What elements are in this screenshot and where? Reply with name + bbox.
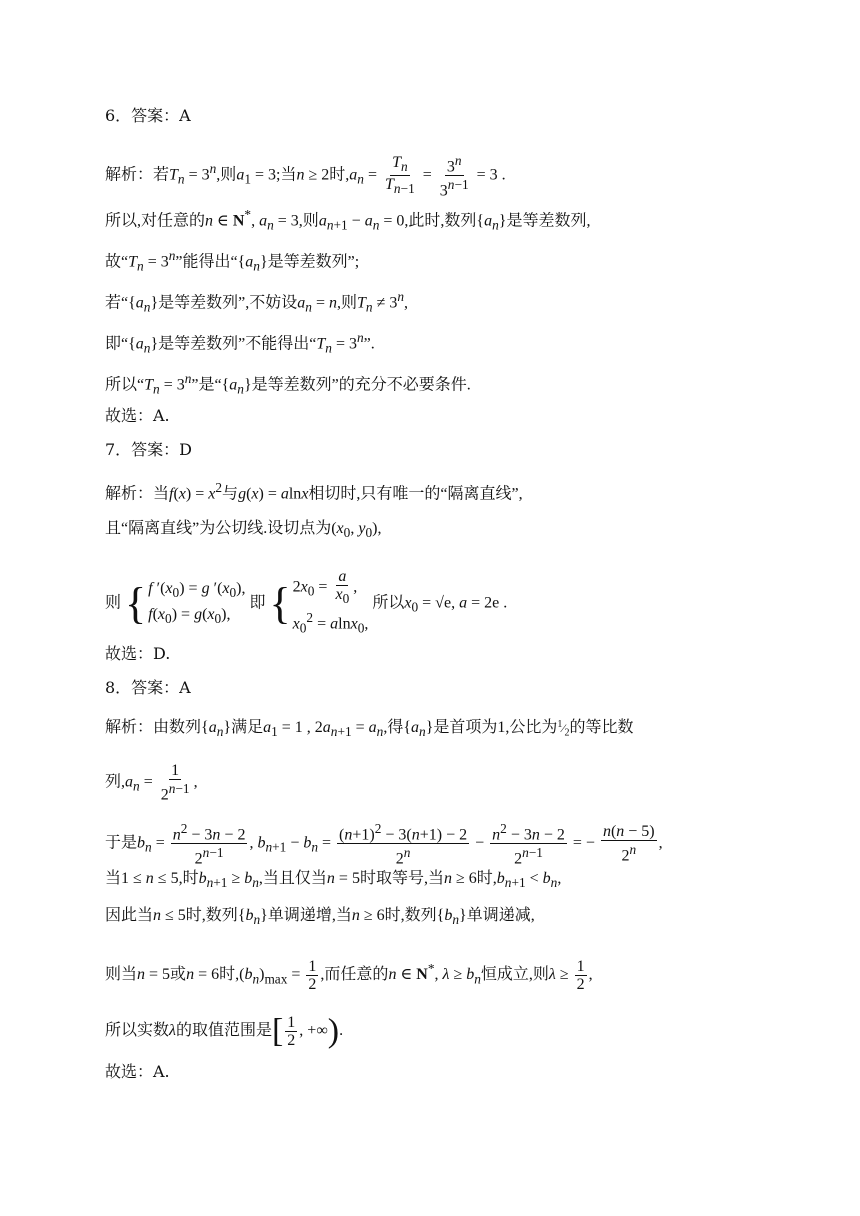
q7-heading: 7．答案：D (105, 440, 193, 459)
q6-line-2: 所以,对任意的n ∈ N*, $a_n = 3$,则$a_{n+1} - a_n = 0$,此时,数列$\{a_n\}$是等差数列, (105, 207, 591, 233)
q6-line-3: 故“$T_n = 3^n$”能得出“$\{a_n\}$是等差数列”; (105, 248, 360, 274)
q6-heading: 6．答案：A (105, 106, 191, 125)
q7-choice: 故选：D. (105, 644, 171, 663)
q7-line-2: 且“隔离直线”为公切线.设切点为($x_0$, $y_0$), (105, 520, 382, 541)
q6-line-1: 解析：若$T_n = 3^n$,则$a_1 = 3$;当n ≥ 2时$,a_n$ = $\frac{T_n}{T_{n-1}}$ = $\frac{3^n}{3^{n-1}}$ = 3 . (105, 153, 506, 200)
q6-choice: 故选：A. (105, 406, 170, 425)
q8-line-3: 于是$b_n$ = $\frac{n^2 - 3n - 2}{2^{n-1}}$ , $b_{n+1} - b_n$ = $\frac{(n+1)^2 - 3(n+1) - 2}{2^n}$ − $\frac{n^2 - 3n - 2}{2^{n-1}}$ = − $\frac{n(n - 5)}{2^n}$ , (105, 821, 663, 868)
q8-choice: 故选：A. (105, 1062, 170, 1081)
q6-line-4: 若“$\{a_n\}$是等差数列”,不妨设$a_n = n$,则$T_n \ne 3^n$, (105, 289, 409, 315)
q7-line-1: 解析：当$f(x) = x^2$与g(x) = alnx相切时,只有唯一的“隔离直线”, (105, 480, 523, 503)
q8-line-6: 则当n = 5或n = 6时$,(b_n)_{max}$ = $\frac{1}{2}$ ,而任意的n ∈ N*, $\lambda \ge b_n$恒成立,则λ ≥ $\frac{1}{2}$ , (105, 958, 593, 993)
q8-line-4: 当1 ≤ n ≤ 5,时$b_{n+1} \ge b_n$,当且仅当n = 5时取等号,当n ≥ 6时$,b_{n+1} < b_n$, (105, 870, 562, 891)
q8-line-2: 列$,a_n$ = $\frac{1}{2^{n-1}}$ , (105, 762, 198, 804)
q8-line-1: 解析：由数列$\{a_n\}$满足$a_1 = 1$ , $2a_{n+1} = a_n$,得$\{a_n\}$是首项为1,公比为$^1⁄_2$的等比数 (105, 719, 634, 740)
q6-line-6: 所以“$T_n = 3^n$”是“$\{a_n\}$是等差数列”的充分不必要条件. (105, 371, 471, 397)
q8-line-7: 所以实数λ的取值范围是[ $\frac{1}{2}$ , +∞). (105, 1012, 344, 1050)
q6-line-5: 即“$\{a_n\}$是等差数列”不能得出“$T_n = 3^n$”. (105, 330, 375, 356)
q8-heading: 8．答案：A (105, 678, 191, 697)
q7-line-3: 则 { f $'(x_0) = g$ $'(x_0)$, $f(x_0) = g(x_0)$, 即 { $2x_0$ = $\frac{a}{x_0}$ , $x_0^2 = alnx_0$, 所以$x_0 = √e$, a = 2e . (105, 568, 508, 636)
q8-line-5: 因此当n ≤ 5时,数列$\{b_n\}$单调递增,当n ≥ 6时,数列$\{b_n\}$单调递减, (105, 907, 535, 928)
